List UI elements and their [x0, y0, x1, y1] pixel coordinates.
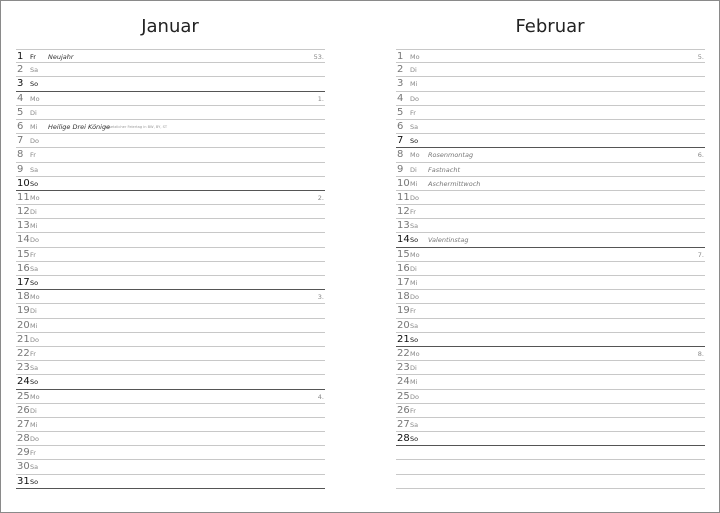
weekday-label: Mi	[30, 122, 38, 131]
day-row	[396, 361, 705, 375]
week-number: 53.	[313, 53, 324, 61]
day-row	[396, 163, 705, 177]
weekday-label: So	[30, 80, 39, 89]
weekday-label: Di	[410, 264, 417, 273]
weekday-label: Fr	[410, 108, 416, 117]
day-number: 10	[17, 177, 30, 189]
day-row	[396, 333, 705, 347]
weekday-label: Sa	[410, 122, 419, 131]
day-row	[16, 290, 325, 304]
weekday-label: Do	[410, 193, 419, 202]
day-number: 10	[397, 177, 410, 189]
day-number: 17	[17, 277, 30, 288]
day-row	[16, 460, 325, 474]
day-number: 7	[397, 135, 404, 147]
day-event: Rosenmontag	[428, 151, 474, 160]
day-number: 12	[17, 206, 30, 218]
weekday-label: Di	[410, 165, 417, 174]
day-row	[396, 219, 705, 233]
weekday-label: Do	[410, 293, 419, 302]
day-row	[396, 290, 705, 304]
weekday-label: Sa	[30, 264, 39, 273]
day-number: 9	[397, 163, 404, 175]
weekday-label: Mo	[30, 193, 40, 202]
day-number: 4	[397, 92, 404, 104]
day-row	[16, 418, 325, 432]
day-number: 7	[17, 135, 24, 147]
weekday-label: Sa	[30, 165, 39, 174]
day-number: 24	[397, 376, 410, 388]
day-row	[16, 63, 325, 77]
month-februar	[396, 49, 705, 489]
day-number: 9	[17, 163, 24, 175]
day-event: Aschermittwoch	[428, 179, 481, 188]
day-number: 12	[397, 206, 410, 218]
weekday-label: Fr	[410, 208, 416, 217]
weekday-label: So	[410, 137, 419, 146]
week-number: 8.	[697, 349, 704, 358]
day-event: Valentinstag	[428, 236, 469, 245]
day-row	[16, 304, 325, 318]
day-number: 3	[397, 78, 404, 90]
day-row	[16, 390, 325, 404]
day-row	[16, 134, 325, 148]
day-number: 22	[17, 347, 30, 359]
day-number: 28	[397, 433, 410, 445]
weekday-label: Do	[30, 335, 39, 344]
day-number: 26	[397, 404, 410, 416]
day-row	[396, 375, 705, 389]
day-number: 25	[397, 390, 410, 402]
day-row	[16, 319, 325, 333]
day-number: 16	[397, 262, 410, 274]
weekday-label: So	[410, 435, 419, 444]
weekday-label: Do	[410, 392, 419, 401]
weekday-label: Sa	[410, 222, 419, 231]
day-number: 15	[397, 248, 410, 260]
day-number: 20	[17, 319, 30, 331]
weekday-label: Di	[410, 364, 417, 373]
weekday-label: Mo	[410, 349, 420, 358]
weekday-label: Fr	[30, 151, 36, 160]
day-number: 23	[397, 362, 410, 374]
day-number: 30	[17, 461, 30, 473]
weekday-label: Sa	[30, 463, 39, 472]
weekday-label: Mo	[30, 94, 40, 103]
day-number: 31	[17, 475, 30, 487]
day-number: 13	[17, 220, 30, 232]
day-number: 1	[397, 51, 404, 62]
week-number: 1.	[317, 94, 324, 103]
day-row	[16, 404, 325, 418]
month-title-februar: Februar	[515, 16, 585, 37]
weekday-label: So	[410, 335, 419, 344]
weekday-label: Sa	[410, 321, 419, 330]
day-event: Fastnacht	[428, 165, 461, 174]
day-number: 8	[17, 149, 24, 161]
weekday-label: Mo	[410, 151, 420, 160]
day-number: 6	[17, 120, 24, 132]
day-row	[396, 63, 705, 77]
day-number: 8	[397, 149, 404, 161]
day-row	[16, 432, 325, 446]
day-number: 1	[17, 51, 24, 62]
day-number: 27	[397, 418, 410, 430]
weekday-label: So	[30, 477, 39, 486]
weekday-label: Mi	[410, 378, 418, 387]
weekday-label: Fr	[30, 349, 36, 358]
day-number: 5	[397, 106, 404, 118]
day-number: 5	[17, 106, 24, 118]
weekday-label: Di	[30, 208, 37, 217]
day-number: 4	[17, 92, 24, 104]
week-number: 6.	[697, 151, 704, 160]
weekday-label: Do	[30, 236, 39, 245]
day-row	[16, 475, 325, 489]
day-number: 27	[17, 418, 30, 430]
month-januar	[16, 49, 325, 489]
day-number: 20	[397, 319, 410, 331]
day-row	[16, 262, 325, 276]
day-number: 21	[397, 333, 410, 345]
day-row	[396, 390, 705, 404]
weekday-label: Di	[410, 66, 417, 75]
day-row	[396, 248, 705, 262]
day-row	[16, 148, 325, 162]
day-row	[396, 418, 705, 432]
day-note: Gesetzlicher Feiertag in BW, BY, ST	[104, 124, 168, 129]
day-number: 17	[397, 277, 410, 288]
day-number: 3	[17, 78, 24, 90]
day-row	[16, 77, 325, 91]
weekday-label: Mi	[410, 179, 418, 188]
weekday-label: Di	[30, 406, 37, 415]
day-row	[16, 219, 325, 233]
day-number: 2	[397, 64, 404, 76]
day-row	[16, 248, 325, 262]
week-number: 7.	[697, 250, 704, 259]
day-row	[396, 92, 705, 106]
day-row	[396, 319, 705, 333]
day-number: 11	[397, 191, 410, 203]
weekday-label: So	[410, 236, 419, 245]
day-row	[396, 134, 705, 148]
weekday-label: Fr	[30, 250, 36, 259]
day-number: 19	[17, 305, 30, 317]
day-row	[16, 49, 325, 63]
weekday-label: Sa	[30, 66, 39, 75]
day-number: 2	[17, 64, 24, 76]
day-row	[396, 106, 705, 120]
day-row	[16, 233, 325, 247]
day-number: 25	[17, 390, 30, 402]
day-row	[396, 446, 705, 460]
day-number: 15	[17, 248, 30, 260]
day-row	[16, 205, 325, 219]
week-number: 4.	[317, 392, 324, 401]
weekday-label: Di	[30, 307, 37, 316]
day-row	[396, 304, 705, 318]
day-row	[396, 460, 705, 474]
weekday-label: Fr	[410, 406, 416, 415]
day-row	[16, 191, 325, 205]
day-number: 21	[17, 333, 30, 345]
day-row	[396, 233, 705, 247]
month-title-januar: Januar	[141, 16, 199, 37]
weekday-label: Fr	[30, 53, 36, 61]
day-row	[396, 262, 705, 276]
day-row	[396, 205, 705, 219]
day-row	[16, 177, 325, 191]
weekday-label: Mo	[410, 250, 420, 259]
weekday-label: Sa	[30, 364, 39, 373]
weekday-label: Mi	[410, 80, 418, 89]
day-row	[396, 404, 705, 418]
day-row	[396, 475, 705, 489]
day-number: 14	[397, 234, 410, 246]
day-row	[396, 148, 705, 162]
day-row	[396, 120, 705, 134]
weekday-label: Mo	[30, 392, 40, 401]
day-row	[396, 347, 705, 361]
day-row	[396, 432, 705, 446]
day-number: 28	[17, 433, 30, 445]
day-number: 23	[17, 362, 30, 374]
day-number: 16	[17, 262, 30, 274]
weekday-label: Do	[30, 137, 39, 146]
day-row	[16, 163, 325, 177]
day-row	[396, 77, 705, 91]
weekday-label: Mo	[30, 293, 40, 302]
day-event: Heilige Drei Könige	[48, 122, 111, 131]
day-number: 29	[17, 447, 30, 459]
week-number: 3.	[317, 293, 324, 302]
day-number: 6	[397, 120, 404, 132]
day-number: 22	[397, 347, 410, 359]
day-number: 19	[397, 305, 410, 317]
weekday-label: Mi	[30, 420, 38, 429]
day-number: 11	[17, 191, 30, 203]
week-number: 2.	[317, 193, 324, 202]
day-row	[16, 375, 325, 389]
weekday-label: So	[30, 179, 39, 188]
weekday-label: Fr	[30, 449, 36, 458]
day-row	[16, 120, 325, 134]
day-row	[396, 177, 705, 191]
day-row	[16, 276, 325, 290]
weekday-label: Mi	[410, 279, 418, 287]
day-number: 13	[397, 220, 410, 232]
day-row	[396, 49, 705, 63]
day-number: 18	[397, 291, 410, 303]
day-number: 24	[17, 376, 30, 388]
day-row	[16, 333, 325, 347]
day-row	[16, 446, 325, 460]
day-row	[396, 276, 705, 290]
day-row	[16, 92, 325, 106]
week-number: 5.	[697, 53, 704, 61]
weekday-label: So	[30, 378, 39, 387]
day-event: Neujahr	[48, 53, 74, 61]
weekday-label: So	[30, 279, 39, 287]
weekday-label: Fr	[410, 307, 416, 316]
day-row	[16, 361, 325, 375]
day-row	[16, 106, 325, 120]
weekday-label: Do	[410, 94, 419, 103]
weekday-label: Sa	[410, 420, 419, 429]
weekday-label: Mo	[410, 53, 420, 61]
day-row	[396, 191, 705, 205]
day-number: 14	[17, 234, 30, 246]
weekday-label: Di	[30, 108, 37, 117]
day-number: 26	[17, 404, 30, 416]
weekday-label: Mi	[30, 222, 38, 231]
weekday-label: Mi	[30, 321, 38, 330]
day-row	[16, 347, 325, 361]
day-number: 18	[17, 291, 30, 303]
weekday-label: Do	[30, 435, 39, 444]
